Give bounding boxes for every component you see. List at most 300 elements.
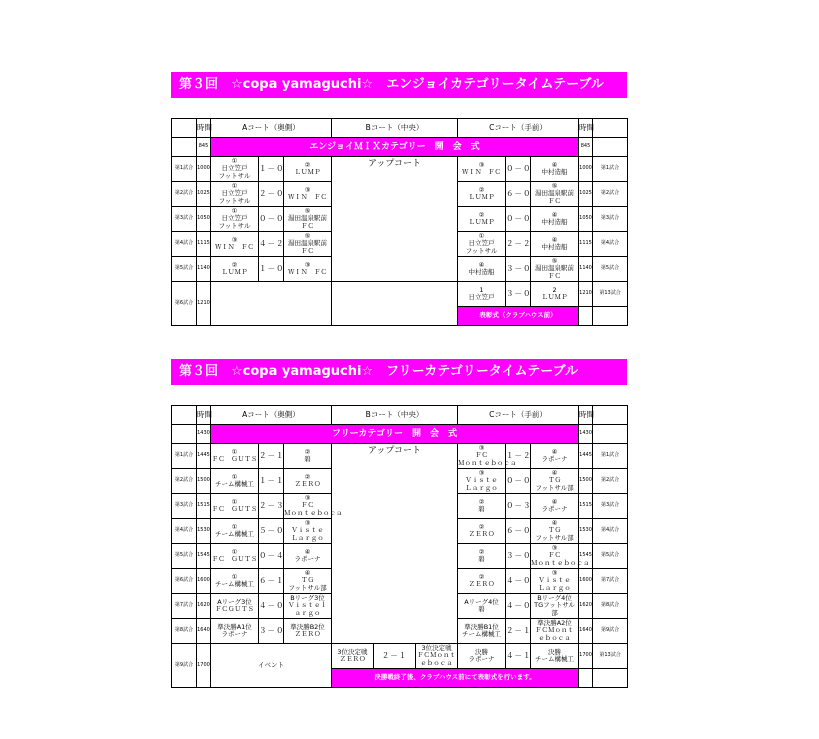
team-line: ＬＵＭＰ: [294, 168, 321, 176]
team-line: 湯田温泉駅前: [288, 214, 327, 223]
court-a-score: １－０: [259, 257, 284, 282]
match-time-right: 1515: [579, 494, 593, 519]
court-a-away-team: [284, 444, 332, 469]
court-c-away-team: [531, 182, 579, 207]
team-line: ①: [231, 206, 238, 215]
team-line: フットサル部: [288, 583, 327, 592]
match-time: 1050: [197, 207, 211, 232]
court-c-away-team: [531, 282, 579, 307]
team-line: チーム構械工: [215, 480, 254, 488]
court-c-home-team: [458, 207, 506, 232]
team-line: ③: [478, 160, 485, 169]
court-c-home-team: [458, 257, 506, 282]
team-line: チーム構械工: [215, 580, 254, 588]
team-line: ②: [478, 522, 485, 531]
match-label-right: 第3試合: [593, 494, 628, 519]
team-line: ①: [231, 447, 238, 456]
match-label: 第4試合: [172, 232, 197, 257]
team-line: ②: [231, 260, 238, 269]
team-line: Ｌａｒｇｏ: [538, 583, 571, 592]
team-line: 3位決定戦: [421, 643, 452, 652]
team-line: ＺＥＲＯ: [339, 655, 366, 663]
court-b-header: Bコート（中央）: [332, 406, 458, 425]
team-line: ＺＥＲＯ: [468, 530, 495, 538]
court-c-home-team: [458, 569, 506, 594]
enjoy-banner: 第３回 ☆copa yamaguchi☆ エンジョイカテゴリータイムテーブル: [171, 72, 627, 98]
court-c-score: ４－１: [506, 644, 531, 669]
court-a-home-team: [211, 157, 259, 182]
corner-cell: [172, 119, 197, 138]
closing-empty: [579, 669, 593, 688]
court-a-score: ２－１: [259, 444, 284, 469]
team-line: フットサル: [218, 196, 251, 205]
team-line: ラポーナ: [468, 655, 495, 663]
court-a-away-team: [284, 493, 343, 519]
opening-ceremony: フリーカテゴリー 開 会 式: [211, 425, 579, 444]
team-line: Ｍｏｎｔｅｂｏｃａ: [458, 458, 517, 467]
team-line: ④: [551, 235, 558, 244]
team-line: ③: [304, 185, 311, 194]
team-line: ＺＥＲＯ: [294, 630, 321, 638]
court-a-event: イベント: [211, 644, 332, 688]
court-c-score: ６－０: [506, 182, 531, 207]
team-line: ＬＵＭＰ: [468, 218, 495, 226]
match-time-right: 1640: [579, 619, 593, 644]
team-line: 中村造船: [541, 218, 568, 226]
team-line: ＴＧ: [548, 526, 562, 535]
team-line: ①: [231, 156, 238, 165]
corner-cell: [172, 406, 197, 425]
team-line: フットサル: [218, 221, 251, 230]
court-c-away-team: [531, 494, 579, 519]
court-a-away-team: [284, 594, 332, 619]
team-line: TGフットサル: [534, 601, 575, 610]
team-line: ＦＣ: [301, 246, 314, 255]
team-line: フットサル部: [535, 533, 574, 542]
court-a-home-team: [211, 469, 259, 494]
match-label: 第6試合: [172, 282, 197, 326]
match-time-right: 1050: [579, 207, 593, 232]
closing-empty-right: [593, 307, 628, 326]
team-line: 日立笠戸: [468, 239, 495, 248]
team-line: ②: [478, 185, 485, 194]
closing-empty: [579, 307, 593, 326]
match-time: 1530: [197, 519, 211, 544]
court-c-away-team: [531, 257, 579, 282]
team-line: ＦＣ ＧＵＴＳ: [211, 505, 258, 513]
team-line: Ｖｉｓｔｅｌ: [288, 601, 327, 610]
court-a-score: ２－３: [259, 494, 284, 519]
match-time-right: 1620: [579, 594, 593, 619]
match-time: 1140: [197, 257, 211, 282]
court-a-away-team: [284, 619, 332, 644]
court-a-away-team: [284, 232, 332, 257]
match-time-right: 1500: [579, 469, 593, 494]
team-line: ＴＧ: [548, 476, 562, 485]
match-label: 第2試合: [172, 182, 197, 207]
team-line: ③: [551, 568, 558, 577]
team-line: ａｒｇｏ: [294, 608, 321, 617]
court-c-score: ３－０: [506, 544, 531, 569]
court-a-score: ４－２: [259, 232, 284, 257]
team-line: Bリーグ4位: [537, 593, 572, 602]
court-a-home-team: [211, 569, 259, 594]
match-time: 1700: [197, 644, 211, 688]
match-label: 第4試合: [172, 519, 197, 544]
team-line: フットサル: [218, 171, 251, 180]
match-label: 第1試合: [172, 157, 197, 182]
team-line: ④: [478, 260, 485, 269]
team-line: ④: [551, 468, 558, 477]
court-a-header: Aコート（奥側）: [211, 119, 332, 138]
team-line: ②: [478, 572, 485, 581]
court-c-away-team: [531, 469, 579, 494]
award-ceremony: 表彰式（クラブハウス前）: [458, 307, 579, 326]
match-label-right: 第9試合: [593, 619, 628, 644]
match-label-right: 第2試合: [593, 182, 628, 207]
team-line: 2: [552, 285, 557, 294]
court-c-home-team: [458, 157, 506, 182]
team-line: Bリーグ3位: [290, 593, 325, 602]
court-b-home-team: [332, 644, 374, 669]
court-c-home-team: [458, 232, 506, 257]
match-time: 1210: [197, 282, 211, 326]
team-line: 準決勝B2位: [290, 622, 325, 631]
team-line: 日立笠戸: [221, 189, 248, 198]
match-label: 第8試合: [172, 619, 197, 644]
team-line: ラポーナ: [221, 630, 248, 638]
match-label-right: 第4試合: [593, 232, 628, 257]
court-c-home-team: [458, 469, 506, 494]
court-a-away-team: [284, 469, 332, 494]
team-line: ①: [231, 497, 238, 506]
team-line: ②: [304, 447, 311, 456]
opening-empty: [172, 425, 197, 444]
court-c-away-team: [531, 444, 579, 469]
court-c-score: ２－２: [506, 232, 531, 257]
match-label: 第7試合: [172, 594, 197, 619]
match-time: 1000: [197, 157, 211, 182]
match-time-right: 1025: [579, 182, 593, 207]
time-header-right: 時間: [579, 119, 593, 138]
match-label-right: 第13試合: [593, 282, 628, 307]
court-c-away-team: [531, 519, 579, 544]
team-line: ①: [231, 522, 238, 531]
team-line: Ｖｉｓｔｅ: [291, 526, 324, 535]
time-header: 時間: [197, 406, 211, 425]
court-c-home-team: [458, 443, 517, 469]
team-line: ｅｂｏｃａ: [420, 658, 453, 667]
team-line: ④: [304, 547, 311, 556]
team-line: チーム構械工: [535, 655, 575, 663]
match-label: 第2試合: [172, 469, 197, 494]
opening-time: 845: [197, 138, 211, 157]
match-label: 第9試合: [172, 644, 197, 688]
court-a-away-team: [284, 544, 332, 569]
match-label-right: 第7試合: [593, 569, 628, 594]
team-line: 準決勝B1位: [464, 622, 499, 631]
team-line: 3位決定戦: [337, 647, 368, 656]
team-line: ＦＣ: [301, 221, 314, 230]
court-a-home-team: [211, 444, 259, 469]
court-a-home-team: [211, 232, 259, 257]
match-label-right: 第8試合: [593, 594, 628, 619]
team-line: ＦＣＧＵＴＳ: [215, 605, 254, 613]
team-line: ＬＵＭＰ: [541, 293, 568, 301]
opening-empty-right: [593, 138, 628, 157]
match-label-right: 第13試合: [593, 644, 628, 669]
court-c-score: １－２: [506, 444, 531, 469]
court-b-header: Bコート（中央）: [332, 119, 458, 138]
court-c-score: ３－０: [506, 282, 531, 307]
match-time-right: 1700: [579, 644, 593, 669]
team-line: ラポーナ: [541, 455, 568, 463]
match-time-right: 1445: [579, 444, 593, 469]
team-line: ①: [231, 181, 238, 190]
team-line: ③: [304, 518, 311, 527]
court-a-score: ０－０: [259, 207, 284, 232]
match-time-right: 1210: [579, 282, 593, 307]
team-line: ＷＩＮ ＦＣ: [215, 243, 254, 251]
team-line: Ｌａｒｇｏ: [291, 533, 324, 542]
team-line: ③: [304, 493, 311, 502]
team-line: ＷＩＮ ＦＣ: [288, 193, 327, 201]
team-line: ⑤: [304, 206, 311, 215]
team-line: 1: [479, 285, 484, 294]
court-c-home-team: [458, 594, 506, 619]
corner-cell-right: [593, 119, 628, 138]
court-c-header: Cコート（手前）: [458, 119, 579, 138]
court-c-home-team: [458, 282, 506, 307]
court-c-score: ６－０: [506, 519, 531, 544]
court-c-away-team: [531, 644, 579, 669]
team-line: フットサル: [465, 246, 498, 255]
match-time-right: 1530: [579, 519, 593, 544]
opening-empty-right: [593, 425, 628, 444]
match-time: 1515: [197, 494, 211, 519]
team-line: ＦＣ ＧＵＴＳ: [211, 555, 258, 563]
team-line: Ｖｉｓｔｅ: [538, 576, 571, 585]
court-a-home-team: [211, 619, 259, 644]
enjoy-timetable: [171, 118, 628, 326]
team-line: 準決勝A2位: [537, 618, 572, 627]
team-line: チーム構械工: [215, 530, 254, 538]
court-a-home-team: [211, 494, 259, 519]
team-line: 湯田温泉駅前: [288, 239, 327, 248]
match-time: 1545: [197, 544, 211, 569]
team-line: ③: [478, 443, 485, 452]
team-line: ①: [231, 572, 238, 581]
match-label-right: 第5試合: [593, 544, 628, 569]
corner-cell-right: [593, 406, 628, 425]
team-line: 中村造船: [541, 168, 568, 176]
team-line: ＷＩＮ ＦＣ: [288, 268, 327, 276]
court-c-away-team: [531, 594, 579, 619]
team-line: Aリーグ4位: [464, 597, 499, 606]
team-line: 中村造船: [468, 268, 495, 276]
team-line: ⑤: [304, 231, 311, 240]
court-c-home-team: [458, 519, 506, 544]
court-a-score: ３－０: [259, 619, 284, 644]
match-row: [172, 444, 628, 469]
court-c-away-team: [531, 207, 579, 232]
court-c-score: ４－０: [506, 594, 531, 619]
team-line: ⑤: [551, 256, 558, 265]
court-c-away-team: [531, 157, 579, 182]
team-line: Aリーグ3位: [217, 597, 252, 606]
team-line: ＦＣ ＧＵＴＳ: [211, 455, 258, 463]
team-line: ④: [551, 447, 558, 456]
team-line: ②: [478, 497, 485, 506]
opening-time-right: 1430: [579, 425, 593, 444]
team-line: ラポーナ: [541, 505, 568, 513]
court-c-away-team: [531, 619, 579, 644]
court-a-away-team: [284, 257, 332, 282]
court-c-score: ０－０: [506, 469, 531, 494]
court-b-warmup: アップコート: [332, 444, 458, 644]
court-b-away-team: [416, 644, 458, 669]
team-line: ＺＥＲＯ: [468, 580, 495, 588]
court-a-header: Aコート（奥側）: [211, 406, 332, 425]
team-line: 決勝: [548, 647, 562, 656]
court-c-home-team: [458, 494, 506, 519]
team-line: ＴＧ: [301, 576, 314, 585]
opening-empty: [172, 138, 197, 157]
team-line: ④: [551, 160, 558, 169]
match-time: 1115: [197, 232, 211, 257]
court-a-home-team: [211, 182, 259, 207]
team-line: ③: [304, 260, 311, 269]
court-c-score: ０－０: [506, 157, 531, 182]
match-label: 第3試合: [172, 494, 197, 519]
team-line: ③: [231, 235, 238, 244]
match-time: 1640: [197, 619, 211, 644]
match-time-right: 1600: [579, 569, 593, 594]
court-a-away-team: [284, 182, 332, 207]
match-label-right: 第3試合: [593, 207, 628, 232]
match-label: 第1試合: [172, 444, 197, 469]
court-a-home-team: [211, 257, 259, 282]
team-line: 日立笠戸: [221, 164, 248, 173]
court-b-warmup: アップコート: [332, 157, 458, 282]
match-time-right: 1140: [579, 257, 593, 282]
team-line: ＦＣ: [548, 196, 561, 205]
court-a-away-team: [284, 157, 332, 182]
team-line: Ｍｏｎｔｅｂｏｃａ: [531, 558, 590, 567]
court-a-score: １－１: [259, 469, 284, 494]
team-line: ＷＩＮ ＦＣ: [462, 168, 501, 176]
match-time-right: 1000: [579, 157, 593, 182]
match-time: 1500: [197, 469, 211, 494]
court-c-home-team: [458, 644, 506, 669]
match-label-right: 第2試合: [593, 469, 628, 494]
match-label: 第3試合: [172, 207, 197, 232]
court-a-home-team: [211, 207, 259, 232]
match-label-right: 第4試合: [593, 519, 628, 544]
team-line: ＬＵＭＰ: [468, 193, 495, 201]
team-line: ②: [478, 210, 485, 219]
court-a-score: ６－１: [259, 569, 284, 594]
team-line: ＦＣ: [475, 451, 489, 460]
court-a-empty: [211, 282, 332, 326]
match-time: 1620: [197, 594, 211, 619]
team-line: 日立笠戸: [468, 293, 495, 301]
court-a-home-team: [211, 544, 259, 569]
team-line: ＬＵＭＰ: [221, 268, 248, 276]
court-c-home-team: [458, 182, 506, 207]
match-time: 1600: [197, 569, 211, 594]
team-line: ③: [478, 468, 485, 477]
team-line: ＦＣＭｏｎｔ: [535, 626, 575, 635]
court-b-score: ２－１: [374, 644, 416, 669]
match-time: 1445: [197, 444, 211, 469]
team-line: ⑤: [551, 181, 558, 190]
team-line: ②: [304, 160, 311, 169]
opening-time-right: 845: [579, 138, 593, 157]
team-line: ラポーナ: [294, 555, 321, 563]
court-c-away-team: [531, 569, 579, 594]
team-line: フットサル部: [535, 483, 574, 492]
team-line: 準決勝A1位: [217, 622, 252, 631]
court-a-home-team: [211, 519, 259, 544]
team-line: 中村造船: [541, 243, 568, 251]
team-line: ＦＣ: [548, 271, 561, 280]
court-a-score: ４－０: [259, 594, 284, 619]
team-line: 碧: [478, 505, 485, 513]
team-line: ②: [478, 547, 485, 556]
court-a-away-team: [284, 519, 332, 544]
team-line: 湯田温泉駅前: [535, 264, 574, 273]
match-label: 第6試合: [172, 569, 197, 594]
team-line: ＦＣ: [301, 501, 314, 510]
match-label-right: 第1試合: [593, 157, 628, 182]
opening-time: 1430: [197, 425, 211, 444]
match-label-right: 第1試合: [593, 444, 628, 469]
court-a-score: １－０: [259, 157, 284, 182]
opening-ceremony: エンジョイＭＩＸカテゴリー 開 会 式: [211, 138, 579, 157]
closing-empty-right: [593, 669, 628, 688]
time-header-right: 時間: [579, 406, 593, 425]
court-a-score: ０－４: [259, 544, 284, 569]
court-a-score: ５－０: [259, 519, 284, 544]
team-line: 日立笠戸: [221, 214, 248, 223]
court-c-header: Cコート（手前）: [458, 406, 579, 425]
court-c-score: ０－０: [506, 207, 531, 232]
team-line: ①: [231, 472, 238, 481]
team-line: Ｖｉｓｔｅ: [465, 476, 498, 485]
court-c-home-team: [458, 619, 506, 644]
match-label: 第5試合: [172, 544, 197, 569]
team-line: ｅｂｏｃａ: [538, 633, 571, 642]
court-a-score: ２－０: [259, 182, 284, 207]
team-line: 碧: [478, 555, 485, 563]
team-line: ＺＥＲＯ: [294, 480, 321, 488]
court-a-away-team: [284, 569, 332, 594]
match-time: 1025: [197, 182, 211, 207]
match-label-right: 第5試合: [593, 257, 628, 282]
team-line: ＦＣＭｏｎｔ: [417, 651, 456, 660]
team-line: ①: [231, 547, 238, 556]
match-label: 第5試合: [172, 257, 197, 282]
team-line: ④: [551, 518, 558, 527]
match-time-right: 1545: [579, 544, 593, 569]
court-c-away-team: [531, 232, 579, 257]
team-line: 決勝: [475, 647, 489, 656]
court-a-away-team: [284, 207, 332, 232]
match-time-right: 1115: [579, 232, 593, 257]
team-line: 湯田温泉駅前: [535, 189, 574, 198]
time-header: 時間: [197, 119, 211, 138]
